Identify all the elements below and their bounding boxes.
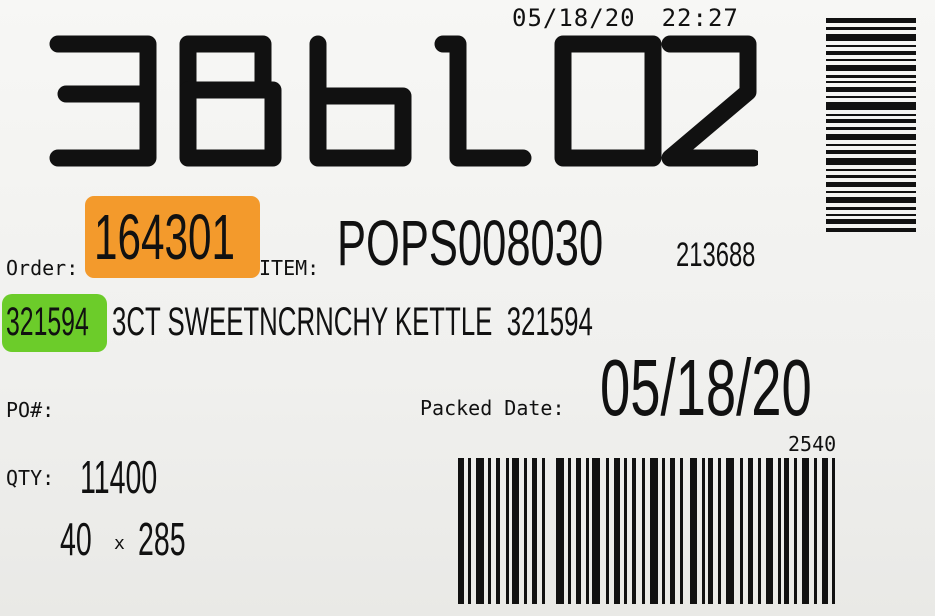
print-time: 22:27 [661,4,739,32]
barcode-vertical [826,18,918,236]
sku-value: 321594 [6,300,89,344]
order-label: Order: [6,256,79,280]
qty-label: QTY: [6,466,55,490]
case-size: 285 [138,513,186,565]
item-label: ITEM: [259,256,320,280]
print-date: 05/18/20 [512,4,636,32]
item-value: POPS008030 [337,207,604,279]
case-multiplier: x [114,533,125,554]
packed-sub-code: 2540 [788,432,837,456]
packed-date-value: 05/18/20 [600,343,812,432]
packed-date-label: Packed Date: [420,396,565,420]
po-label: PO#: [6,398,55,422]
barcode-horizontal [458,458,840,606]
big-number [48,30,758,170]
print-timestamp [512,4,739,32]
case-count: 40 [60,513,92,565]
order-value: 164301 [94,201,235,273]
product-description: 3CT SWEETNCRNCHY KETTLE 321594 [112,300,593,344]
item-extra-code: 213688 [676,236,756,274]
qty-value: 11400 [80,451,158,503]
